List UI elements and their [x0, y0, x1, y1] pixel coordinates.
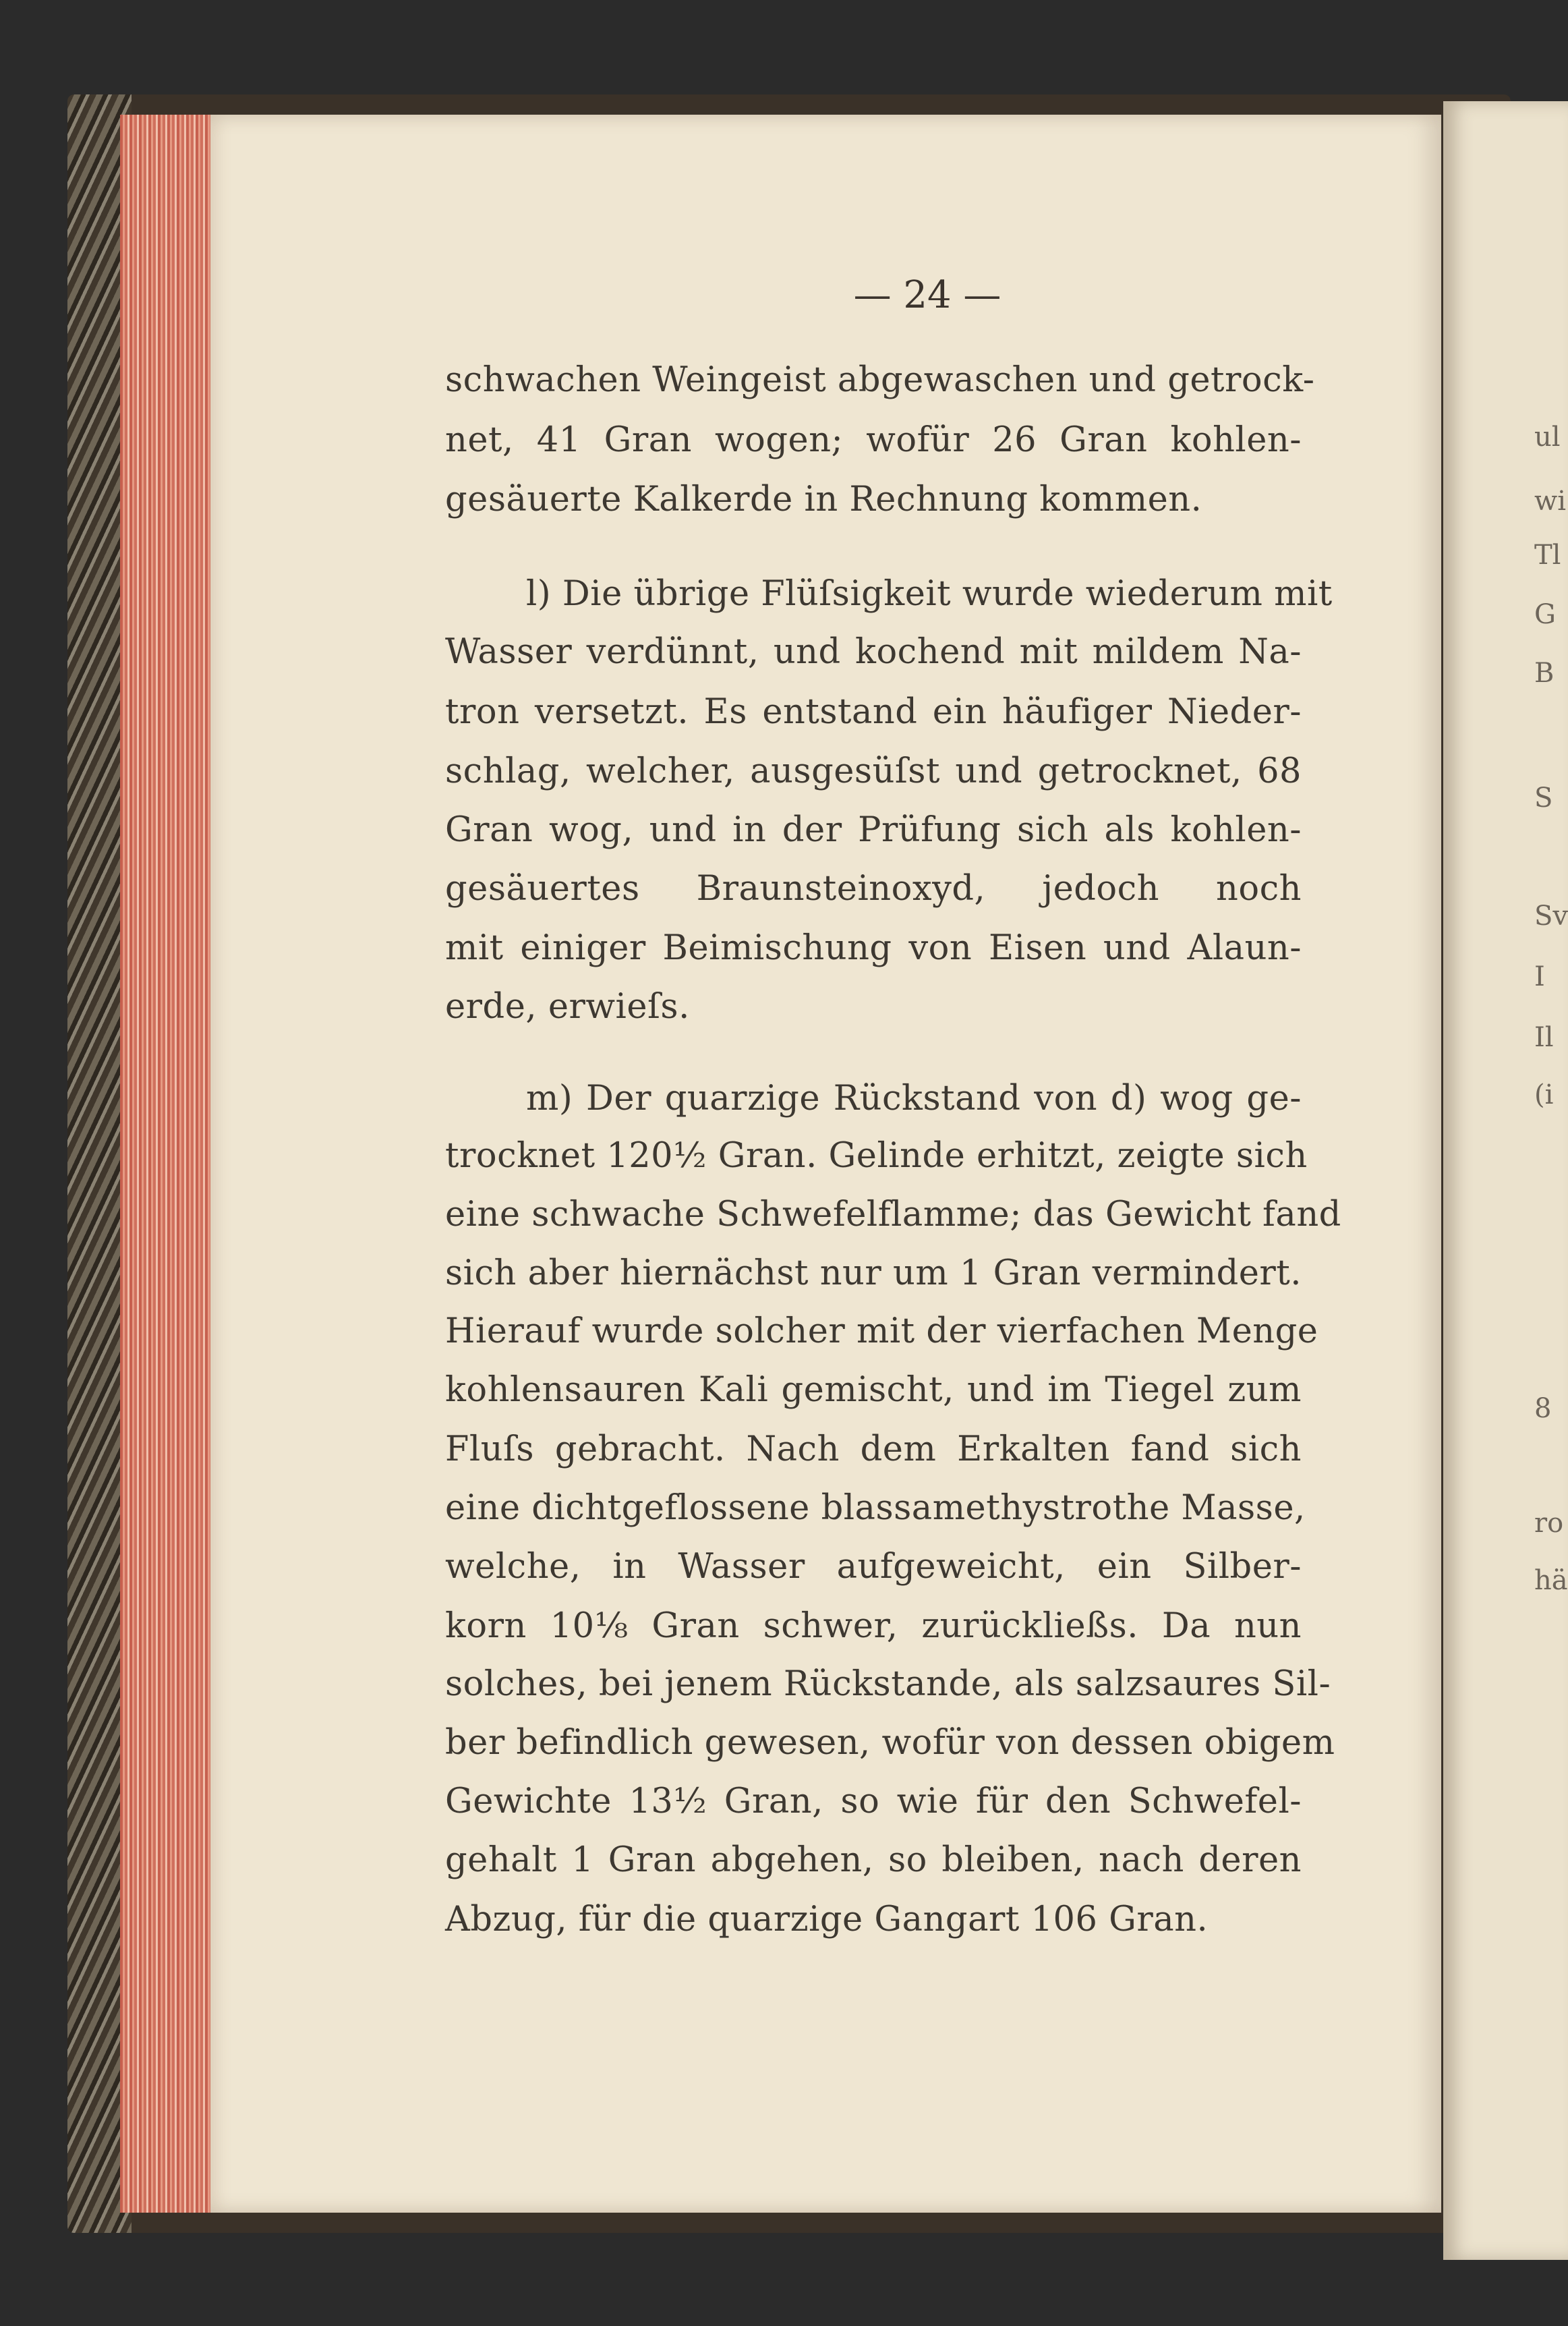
right-page-fragment: 8 — [1534, 1393, 1552, 1424]
text-line: Gewichte 13½ Gran, so wie für den Schwefel- — [445, 1782, 1302, 1821]
text-line: tron versetzt. Es entstand ein häufiger Nieder- — [445, 692, 1302, 732]
text-line: Wasser verdünnt, und kochend mit mildem Na- — [445, 632, 1302, 672]
text-line: Abzug, für die quarzige Gangart 106 Gran. — [445, 1900, 1209, 1939]
text-line: l) Die übrige Flüſsigkeit wurde wiederum mit — [526, 574, 1333, 614]
text-line: schwachen Weingeist abgewaschen und getrock- — [445, 360, 1315, 400]
text-line: mit einiger Beimischung von Eisen und Alaun- — [445, 928, 1302, 968]
text-line: erde, erwieſs. — [445, 987, 690, 1027]
text-line: Gran wog, und in der Prüfung sich als kohlen- — [445, 810, 1302, 850]
text-line: gehalt 1 Gran abgehen, so bleiben, nach deren — [445, 1840, 1302, 1880]
red-page-edges — [120, 115, 214, 2213]
text-line: eine schwache Schwefelflamme; das Gewicht fand — [445, 1195, 1341, 1235]
text-line: trocknet 120½ Gran. Gelinde erhitzt, zeigte sich — [445, 1136, 1308, 1176]
text-line: ber befindlich gewesen, wofür von dessen obigem — [445, 1723, 1335, 1763]
text-line: kohlensauren Kali gemischt, und im Tiegel zum — [445, 1370, 1302, 1410]
text-line: Hierauf wurde solcher mit der vierfachen Menge — [445, 1311, 1318, 1351]
right-page-fragment: wi — [1534, 486, 1567, 517]
right-page-fragment: G — [1534, 599, 1556, 630]
text-line: net, 41 Gran wogen; wofür 26 Gran kohlen- — [445, 420, 1302, 460]
text-line: sich aber hiernächst nur um 1 Gran vermindert. — [445, 1253, 1302, 1293]
right-page-fragment: hä — [1534, 1565, 1568, 1596]
text-line: gesäuerte Kalkerde in Rechnung kommen. — [445, 480, 1202, 519]
right-page-fragment: B — [1534, 658, 1555, 689]
right-page-fragment: ul — [1534, 422, 1561, 453]
text-line: korn 10⅛ Gran schwer, zurückließs. Da nun — [445, 1606, 1302, 1646]
right-page-fragment: (i — [1534, 1079, 1554, 1110]
text-line: schlag, welcher, ausgesüſst und getrocknet, 68 — [445, 751, 1302, 791]
right-page-fragment: S — [1534, 783, 1553, 814]
right-page-fragment: I — [1534, 961, 1545, 992]
text-line: gesäuertes Braunsteinoxyd, jedoch noch — [445, 869, 1302, 909]
page-number: — 24 — — [853, 273, 1001, 317]
right-page-fragment: Tl — [1534, 540, 1561, 571]
text-line: m) Der quarzige Rückstand von d) wog ge- — [526, 1079, 1302, 1118]
text-line: eine dichtgeflossene blassamethystrothe Masse, — [445, 1488, 1306, 1528]
text-line: welche, in Wasser aufgeweicht, ein Silber- — [445, 1547, 1302, 1587]
right-page-fragment: Il — [1534, 1022, 1554, 1053]
right-page-fragment: Sv — [1534, 901, 1568, 932]
text-line: Fluſs gebracht. Nach dem Erkalten fand sich — [445, 1429, 1302, 1469]
right-page-fragment: ro — [1534, 1508, 1564, 1539]
text-line: solches, bei jenem Rückstande, als salzsaures Sil- — [445, 1664, 1331, 1704]
